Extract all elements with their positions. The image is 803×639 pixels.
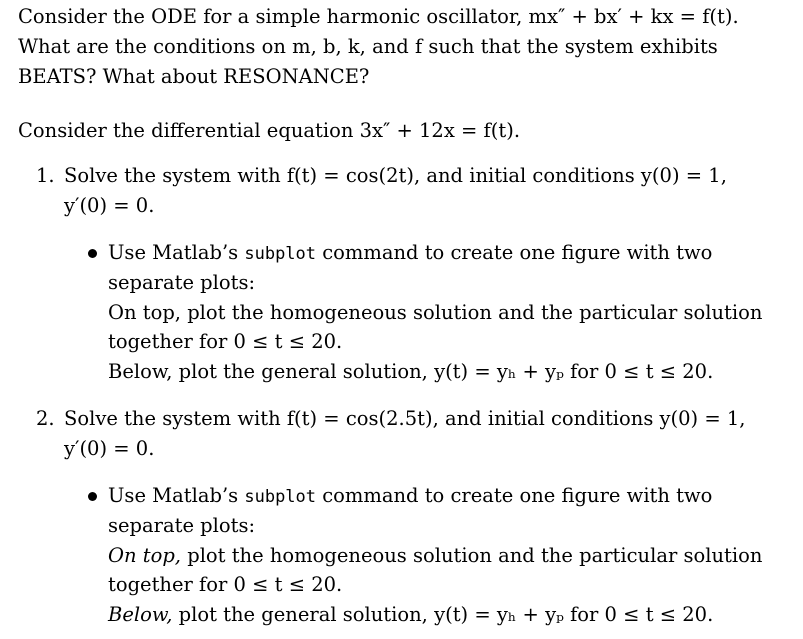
item-1-line-1: Solve the system with f(t) = cos(2t), and initial conditions y(0) = 1, <box>64 164 727 187</box>
item-2-bullet-line-5 <box>108 600 713 630</box>
intro-line-3: BEATS? What about RESONANCE? <box>18 65 370 88</box>
item-2-on-top-emphasis: On top, <box>108 544 182 567</box>
item-1-subplot-command: subplot <box>244 244 317 264</box>
item-1-bullet-line-2: separate plots: <box>108 271 256 294</box>
item-1-bullet-line-1 <box>108 238 712 269</box>
item-2-number: 2. <box>36 407 55 430</box>
item-2-subplot-command: subplot <box>244 487 317 507</box>
equation-intro: Consider the differential equation 3x″ + 12x = f(t). <box>18 119 521 142</box>
item-2-bullet-text-post: command to create one figure with two <box>316 484 713 507</box>
item-1-bullet-text-post: command to create one figure with two <box>316 241 713 264</box>
item-2-bullet-line-3 <box>108 541 762 571</box>
item-1-bullet-line-4: together for 0 ≤ t ≤ 20. <box>108 330 343 353</box>
intro-line-1: Consider the ODE for a simple harmonic oscillator, mx″ + bx′ + kx = f(t). <box>18 5 739 28</box>
item-2-bullet-text-pre: Use Matlab’s <box>108 484 245 507</box>
item-2-line-2: y′(0) = 0. <box>64 437 155 460</box>
item-2-bullet-line-2: separate plots: <box>108 514 256 537</box>
item-1-number: 1. <box>36 164 55 187</box>
item-1-bullet-line-5: Below, plot the general solution, y(t) = yₕ + yₚ for 0 ≤ t ≤ 20. <box>108 360 714 383</box>
bullet-icon <box>88 492 97 501</box>
item-2-bullet-line-5-rest: plot the general solution, y(t) = yₕ + yₚ for 0 ≤ t ≤ 20. <box>172 603 714 626</box>
intro-line-2: What are the conditions on m, b, k, and f such that the system exhibits <box>18 35 718 58</box>
item-2-bullet-line-4: together for 0 ≤ t ≤ 20. <box>108 573 343 596</box>
item-1-bullet-line-3: On top, plot the homogeneous solution and the particular solution <box>108 301 763 324</box>
item-2-bullet-line-3-rest: plot the homogeneous solution and the particular solution <box>181 544 763 567</box>
item-2-line-1: Solve the system with f(t) = cos(2.5t), and initial conditions y(0) = 1, <box>64 407 746 430</box>
item-1-bullet-text-pre: Use Matlab’s <box>108 241 245 264</box>
item-1-line-2: y′(0) = 0. <box>64 194 155 217</box>
item-2-bullet-line-1 <box>108 481 712 512</box>
item-2-below-emphasis: Below, <box>108 603 173 626</box>
bullet-icon <box>88 249 97 258</box>
